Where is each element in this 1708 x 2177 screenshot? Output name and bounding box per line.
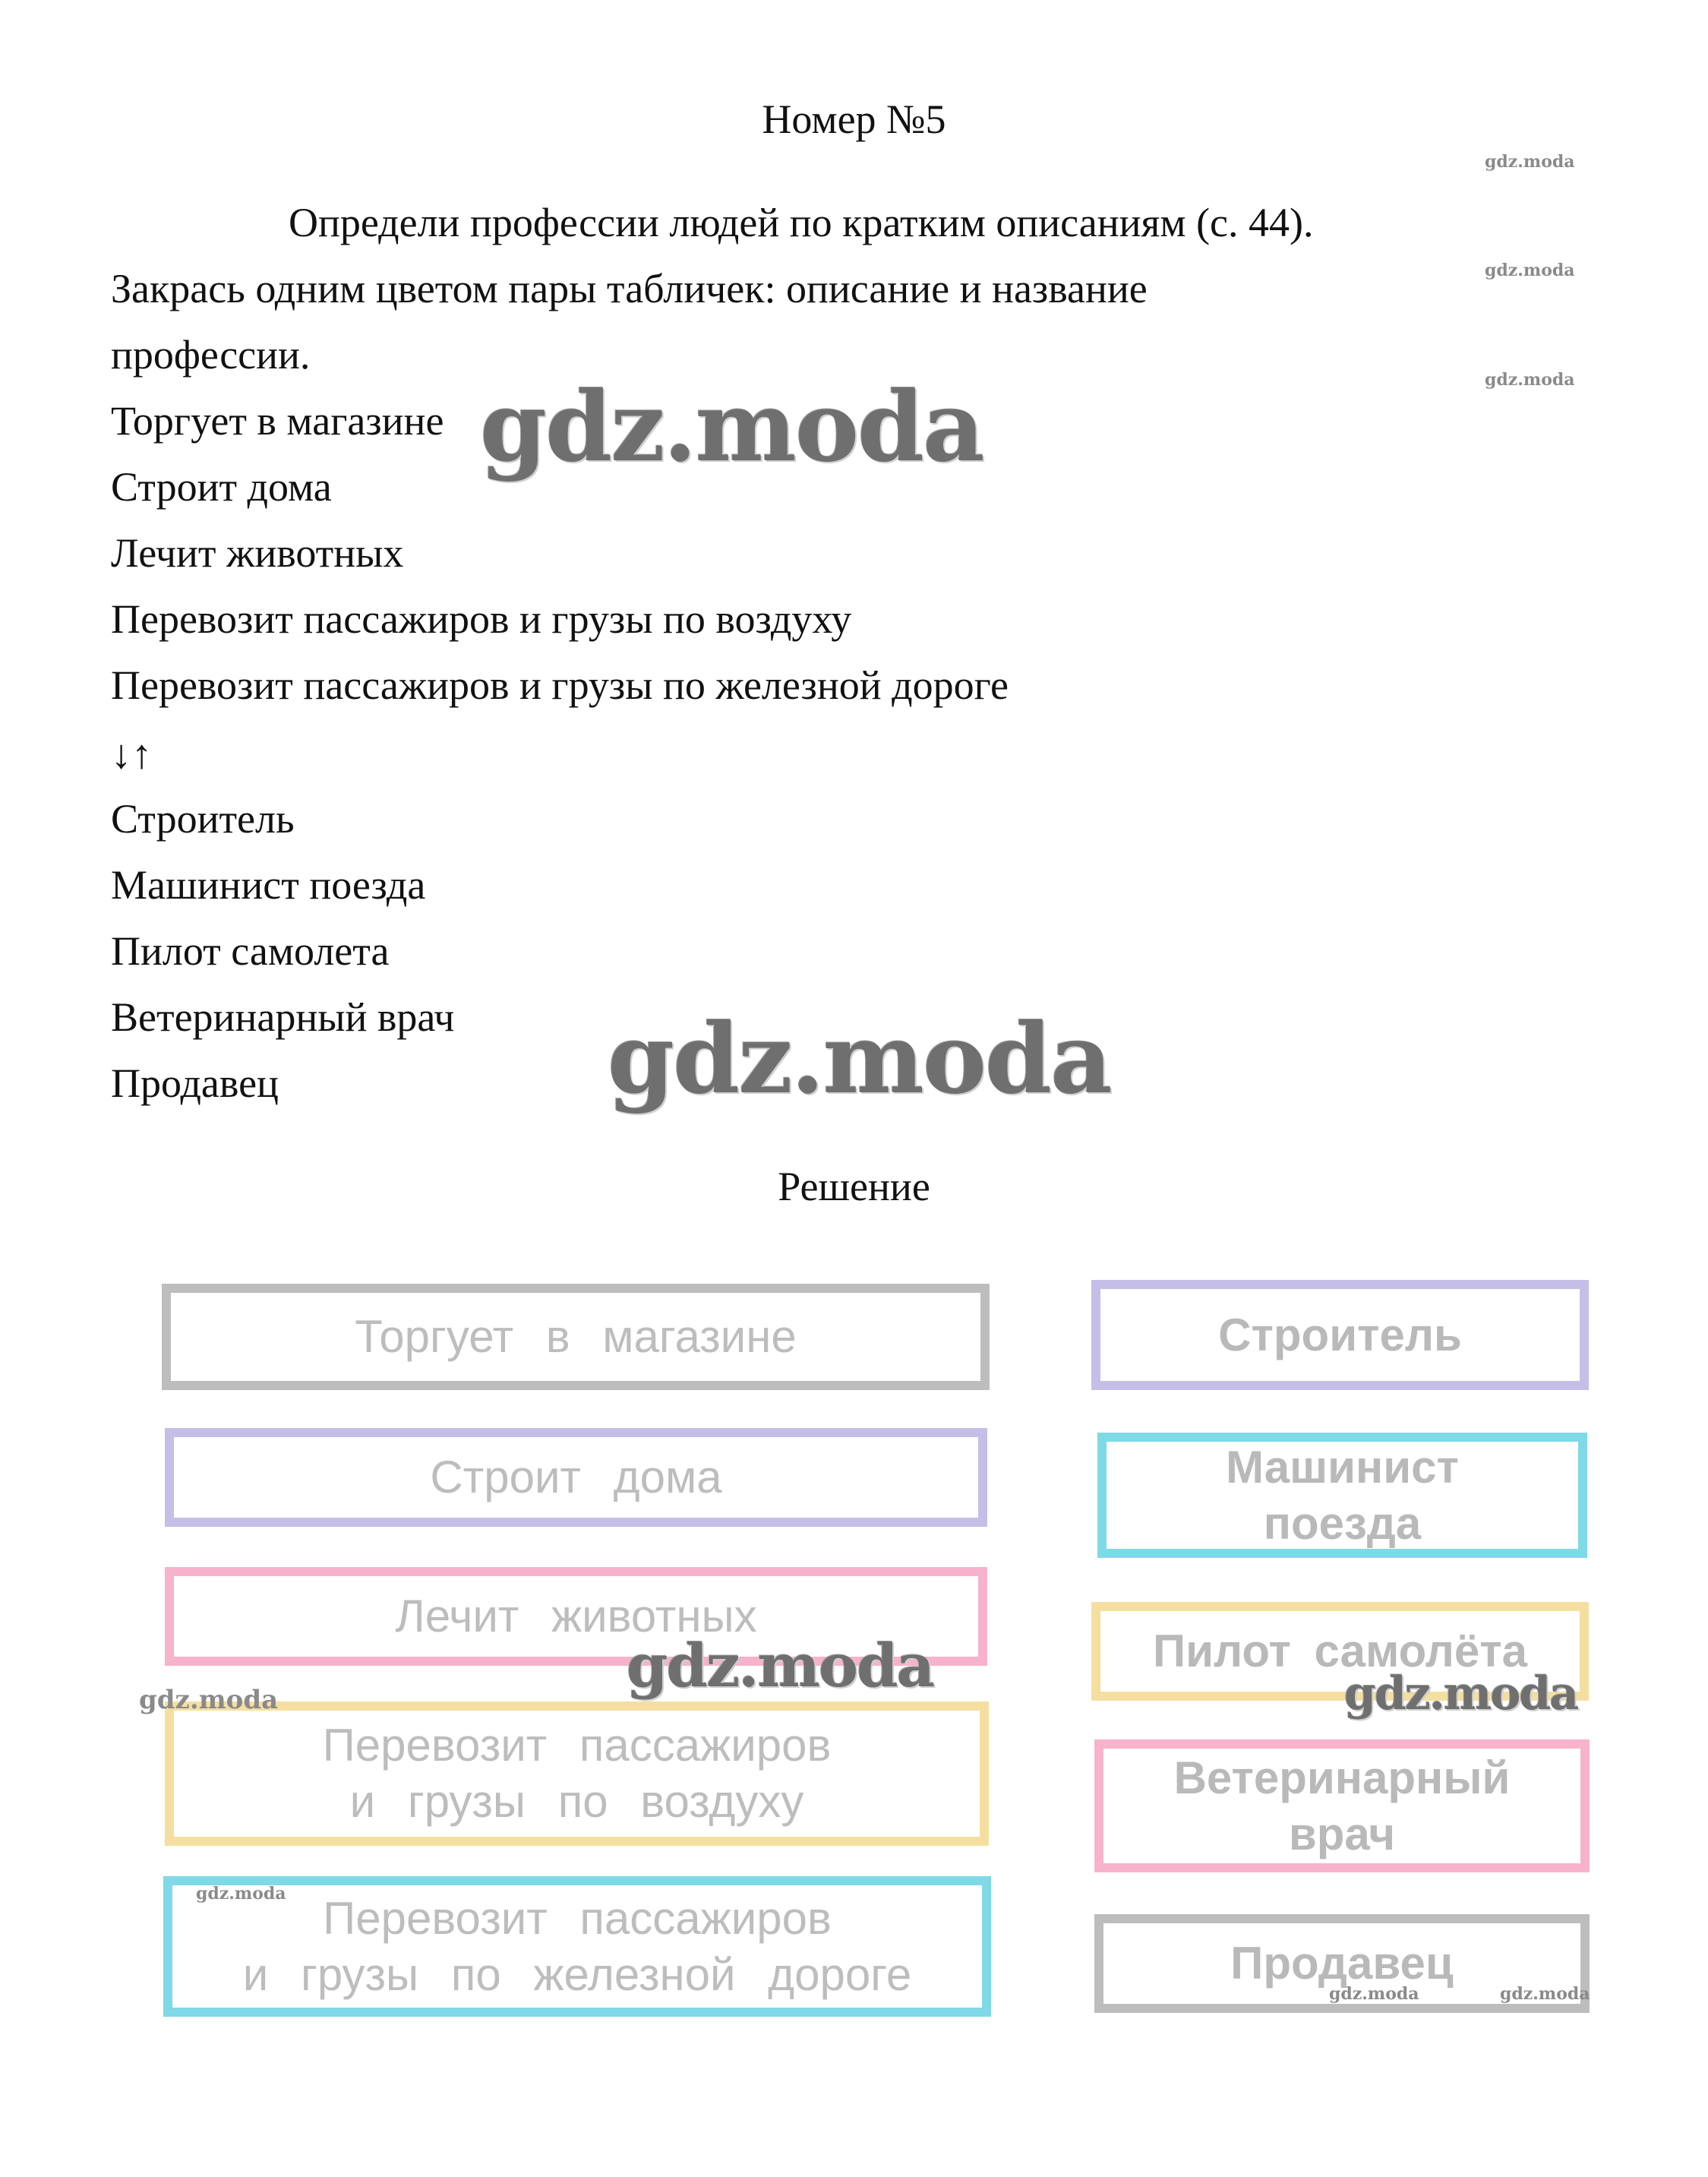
card-text: Лечит животных bbox=[395, 1591, 757, 1641]
solution-card-right-builder bbox=[1091, 1280, 1589, 1390]
card-text-line-1: Перевозит пассажиров bbox=[322, 1720, 832, 1771]
solution-card-left-trade bbox=[162, 1284, 990, 1390]
watermark-small: gdz.moda bbox=[1329, 1984, 1419, 2004]
profession-item-vet: Ветеринарный врач bbox=[111, 994, 455, 1040]
watermark-small: gdz.moda bbox=[139, 1685, 279, 1715]
solution-card-right-vet bbox=[1094, 1739, 1590, 1872]
description-item-animals: Лечит животных bbox=[111, 530, 404, 576]
solution-title: Решение bbox=[778, 1164, 930, 1209]
solution-card-right-train-driver bbox=[1097, 1433, 1587, 1558]
card-text: Торгует в магазине bbox=[355, 1311, 797, 1362]
solution-card-left-air bbox=[165, 1701, 989, 1846]
profession-item-builder: Строитель bbox=[111, 796, 295, 842]
card-text: Продавец bbox=[1230, 1938, 1454, 1989]
profession-item-pilot: Пилот самолета bbox=[111, 928, 390, 974]
watermark-small: gdz.moda bbox=[1485, 152, 1575, 172]
watermark-small: gdz.moda bbox=[1485, 370, 1575, 390]
profession-item-seller: Продавец bbox=[111, 1060, 279, 1106]
watermark-small: gdz.moda bbox=[1485, 261, 1575, 280]
card-text: Пилот самолёта bbox=[1152, 1626, 1527, 1676]
description-item-build: Строит дома bbox=[111, 464, 332, 510]
profession-item-train-driver: Машинист поезда bbox=[111, 862, 426, 908]
card-text-line-2: и грузы по железной дороге bbox=[242, 1948, 912, 2000]
description-item-air: Перевозит пассажиров и грузы по воздуху bbox=[111, 596, 852, 642]
watermark-small: gdz.moda bbox=[1500, 1984, 1590, 2004]
solution-card-left-build bbox=[165, 1428, 987, 1527]
watermark-large: gdz.moda bbox=[608, 1003, 1111, 1115]
card-text-line-2: поезда bbox=[1263, 1497, 1422, 1549]
task-instruction-line-1: Закрась одним цветом пары табличек: описание и название bbox=[111, 266, 1148, 311]
description-item-trade: Торгует в магазине bbox=[111, 398, 444, 444]
watermark-large: gdz.moda bbox=[627, 1632, 934, 1701]
card-text-line-1: Машинист bbox=[1226, 1441, 1459, 1493]
card-text: Строит дома bbox=[430, 1452, 722, 1502]
card-text-line-1: Перевозит пассажиров bbox=[323, 1892, 832, 1944]
watermark-large: gdz.moda bbox=[1344, 1667, 1578, 1720]
up-down-arrows-icon: ↓↑ bbox=[111, 731, 152, 777]
solution-card-left-rail bbox=[163, 1876, 991, 2017]
page-title: Номер №5 bbox=[762, 96, 946, 142]
card-text-line-2: и грузы по воздуху bbox=[349, 1776, 804, 1827]
card-text-line-2: врач bbox=[1288, 1808, 1396, 1859]
watermark-large: gdz.moda bbox=[480, 371, 983, 483]
task-subtitle: Определи профессии людей по кратким описаниям (с. 44). bbox=[289, 200, 1314, 245]
card-text: Строитель bbox=[1218, 1309, 1462, 1360]
task-instruction-line-2: профессии. bbox=[111, 332, 311, 378]
description-item-rail: Перевозит пассажиров и грузы по железной дороге bbox=[111, 662, 1009, 708]
watermark-small: gdz.moda bbox=[196, 1884, 286, 1904]
card-text-line-1: Ветеринарный bbox=[1173, 1752, 1511, 1803]
